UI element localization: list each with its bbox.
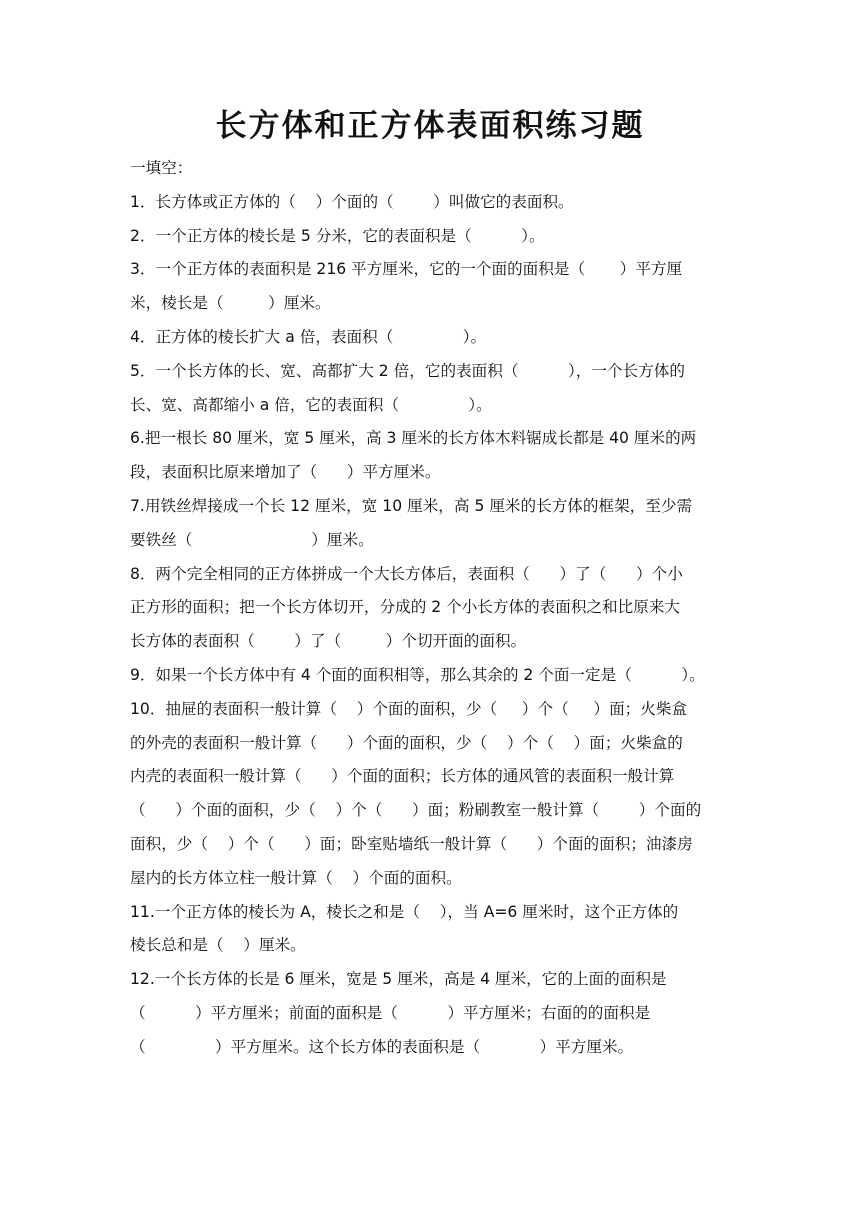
question-12-line-2: （ ）平方厘米；前面的面积是（ ）平方厘米；右面的的面积是 xyxy=(130,1003,651,1022)
section-heading: 一填空： xyxy=(130,159,193,177)
question-4-line: 4．正方体的棱长扩大 a 倍，表面积（ ）。 xyxy=(130,327,487,346)
question-10-line-5: 面积，少（ ）个（ ）面；卧室贴墙纸一般计算（ ）个面的面积；油漆房 xyxy=(130,834,693,853)
question-9-line: 9．如果一个长方体中有 4 个面的面积相等，那么其余的 2 个面一定是（ ）。 xyxy=(130,665,705,684)
question-10-line-1: 10．抽屉的表面积一般计算（ ）个面的面积，少（ ）个（ ）面；火柴盒 xyxy=(130,699,688,718)
question-3-line-2: 米，棱长是（ ）厘米。 xyxy=(130,294,331,313)
question-10-line-3: 内壳的表面积一般计算（ ）个面的面积；长方体的通风管的表面积一般计算 xyxy=(130,767,675,786)
question-10-line-6: 屋内的长方体立柱一般计算（ ）个面的面积。 xyxy=(130,868,462,887)
question-1-line: 1．长方体或正方体的（ ）个面的（ ）叫做它的表面积。 xyxy=(130,192,574,211)
question-11-line-1: 11.一个正方体的棱长为 A，棱长之和是（ ），当 A=6 厘米时，这个正方体的 xyxy=(130,902,679,921)
question-6-line-1: 6.把一根长 80 厘米，宽 5 厘米，高 3 厘米的长方体木料锯成长都是 40 厘米的两 xyxy=(130,429,697,448)
question-6-line-2: 段，表面积比原来增加了（ ）平方厘米。 xyxy=(130,463,441,482)
question-8-line-2: 正方形的面积；把一个长方体切开，分成的 2 个小长方体的表面积之和比原来大 xyxy=(130,598,681,617)
question-10-line-4: （ ）个面的面积，少（ ）个（ ）面；粉刷教室一般计算（ ）个面的 xyxy=(130,801,702,820)
question-5-line-1: 5．一个长方体的长、宽、高都扩大 2 倍，它的表面积（ ），一个长方体的 xyxy=(130,361,685,380)
question-7-line-1: 7.用铁丝焊接成一个长 12 厘米，宽 10 厘米，高 5 厘米的长方体的框架，至少需 xyxy=(130,496,693,515)
question-8-line-3: 长方体的表面积（ ）了（ ）个切开面的面积。 xyxy=(130,632,527,651)
question-12-line-1: 12.一个长方体的长是 6 厘米，宽是 5 厘米，高是 4 厘米，它的上面的面积是 xyxy=(130,970,667,989)
question-12-line-3: （ ）平方厘米。这个长方体的表面积是（ ）平方厘米。 xyxy=(130,1037,634,1056)
question-10-line-2: 的外壳的表面积一般计算（ ）个面的面积，少（ ）个（ ）面；火柴盒的 xyxy=(130,733,683,752)
question-8-line-1: 8．两个完全相同的正方体拼成一个大长方体后，表面积（ ）了（ ）个小 xyxy=(130,564,683,583)
question-list xyxy=(130,152,740,1065)
question-3-line-1: 3．一个正方体的表面积是 216 平方厘米，它的一个面的面积是（ ）平方厘 xyxy=(130,260,683,279)
question-11-line-2: 棱长总和是（ ）厘米。 xyxy=(130,936,306,955)
question-2-line: 2．一个正方体的棱长是 5 分米，它的表面积是（ ）。 xyxy=(130,226,545,245)
question-5-line-2: 长、宽、高都缩小 a 倍，它的表面积（ ）。 xyxy=(130,395,492,414)
document-title: 长方体和正方体表面积练习题 xyxy=(215,108,645,144)
question-7-line-2: 要铁丝（ ）厘米。 xyxy=(130,530,374,549)
